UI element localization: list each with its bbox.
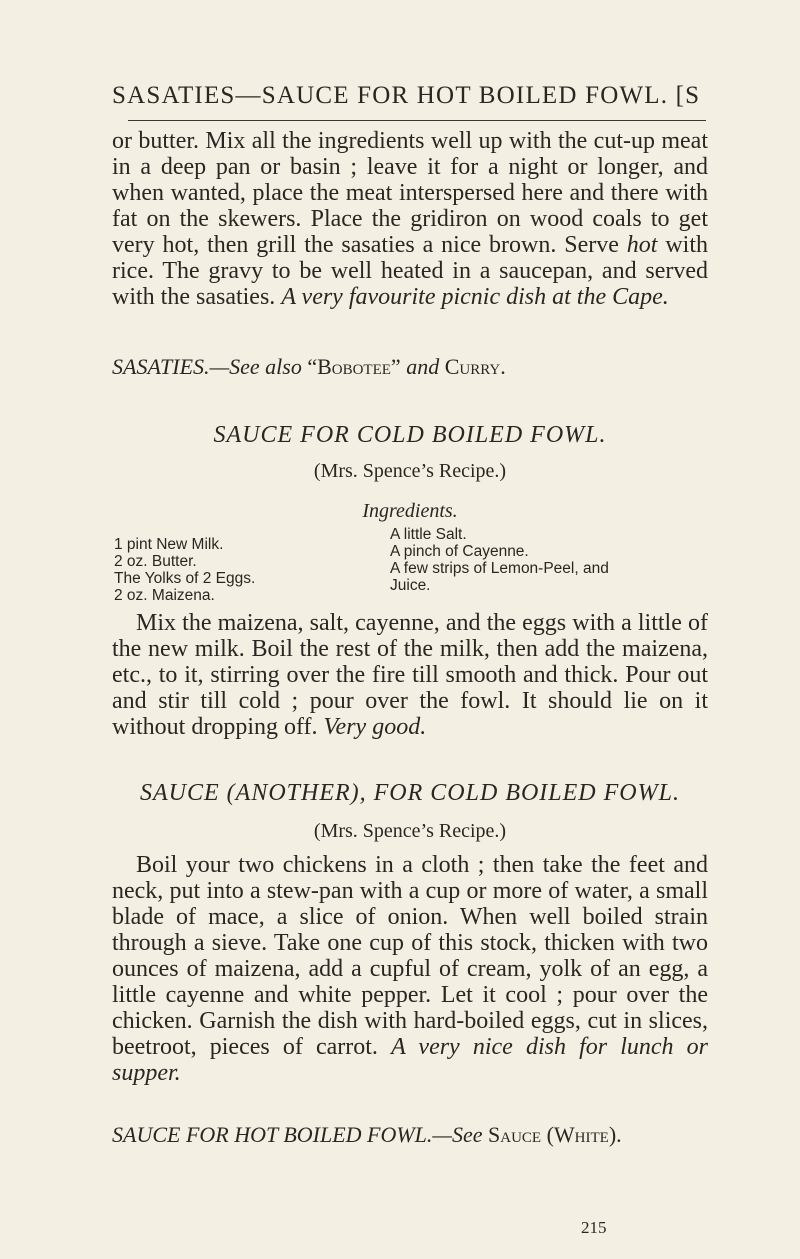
xref-link-sauce-white[interactable]: Sauce (White). — [488, 1122, 622, 1147]
intro-text-2: with rice. The gravy to be well heated in a saucepan, and served with the sasaties. — [112, 232, 708, 310]
intro-paragraph — [112, 128, 708, 310]
cross-reference-sasaties — [112, 354, 708, 380]
method-closing: Very good. — [323, 714, 427, 740]
ingredients-heading: Ingredients. — [362, 500, 458, 522]
ingredient-item: The Yolks of 2 Eggs. — [114, 570, 256, 587]
recipe-method — [112, 610, 708, 740]
ingredient-item: 2 oz. Butter. — [114, 553, 197, 570]
page-number: 215 — [581, 1218, 607, 1237]
method-text: Mix the maizena, salt, cayenne, and the eggs with a little of the new milk. Boil the rest of the milk, then add the maizena, etc., to it, stirring over the fire till smooth and thick. Pour out and stir till cold ; pour over the fowl. It should lie on it without dropping off. — [112, 610, 708, 740]
ingredient-item: A little Salt. — [390, 526, 467, 543]
recipe-title: SAUCE (ANOTHER), FOR COLD BOILED FOWL. — [140, 780, 680, 806]
header-rule — [128, 120, 706, 121]
recipe-another-cold-boiled-fowl — [112, 780, 708, 1086]
ingredient-item: 2 oz. Maizena. — [114, 587, 215, 604]
ingredient-item: A pinch of Cayenne. — [390, 543, 529, 560]
xref-see-also: —See also — [209, 354, 302, 379]
method-text: Boil your two chickens in a cloth ; then take the feet and neck, put into a stew-pan with a cup or more of water, a small blade of mace, a slice of onion. When well boiled strain through a sieve. Take one cup of this stock, thicken with two ounces of maizena, add a cupful of cream, yolk of an egg, a little cayenne and white pepper. Let it cool ; pour over the chicken. Garnish the dish with hard-boiled eggs, cut in slices, beetroot, pieces of carrot. — [112, 852, 708, 1060]
recipe-title: SAUCE FOR COLD BOILED FOWL. — [213, 422, 607, 448]
ingredients-left-column — [112, 526, 314, 604]
xref-link-curry[interactable]: Curry. — [444, 354, 506, 379]
method-closing: A very nice dish for lunch or supper. — [112, 1034, 709, 1086]
recipe-source: (Mrs. Spence’s Recipe.) — [313, 820, 507, 842]
running-head: SASATIES—SAUCE FOR HOT BOILED FOWL. [S — [112, 82, 701, 109]
xref-title: SASATIES. — [112, 354, 210, 379]
ingredients-right-column — [314, 526, 609, 604]
xref-link-bobotee[interactable]: “Bobotee” — [307, 354, 401, 379]
xref-and: and — [406, 354, 440, 379]
ingredients-list — [112, 526, 708, 604]
page-content — [112, 128, 708, 1148]
ingredient-item: Juice. — [390, 577, 431, 594]
ingredient-item: 1 pint New Milk. — [114, 536, 224, 553]
intro-emphasis: hot — [626, 232, 658, 258]
ingredient-item: A few strips of Lemon-Peel, and — [390, 560, 609, 577]
intro-closing: A very favourite picnic dish at the Cape. — [281, 284, 669, 310]
xref-see: —See — [432, 1122, 483, 1147]
cross-reference-hot-boiled-fowl — [112, 1122, 708, 1148]
xref-title: SAUCE FOR HOT BOILED FOWL. — [112, 1122, 433, 1147]
intro-text: or butter. Mix all the ingredients well up with the cut-up meat in a deep pan or basin ; leave it for a night or longer, and when wanted, place the meat interspersed here and there with fat on the skewers. Place the gridiron on wood coals to get very hot, then grill the sasaties a nice brown. Serve — [112, 128, 708, 258]
recipe-source: (Mrs. Spence’s Recipe.) — [313, 460, 507, 482]
recipe-method — [112, 852, 708, 1086]
recipe-cold-boiled-fowl — [112, 422, 708, 740]
